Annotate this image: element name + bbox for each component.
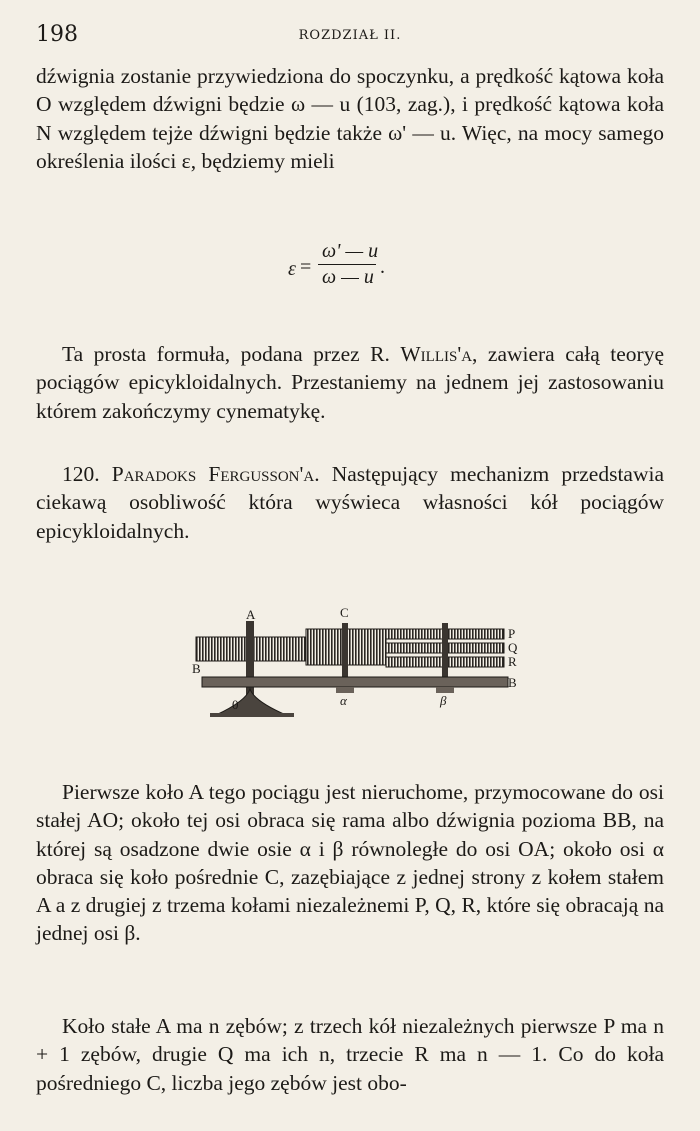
- figure-label-r: R: [508, 654, 517, 669]
- figure-label-q: Q: [508, 640, 518, 655]
- section-number: 120.: [62, 462, 100, 486]
- figure-label-o: 0: [232, 697, 239, 712]
- paragraph-4: [36, 1012, 664, 1097]
- gear-train-figure: [190, 605, 520, 730]
- paragraph-4-text: Koło stałe A ma n zębów; z trzech kół niezależnych pierwsze P ma n + 1 zębów, drugie Q ma ich n, trzecie R ma n — 1. Co do koła pośredniego C, liczba jego zębów jest obo-: [36, 1014, 664, 1095]
- figure-label-p: P: [508, 626, 516, 641]
- section-text: Następujący mechanizm przedstawia ciekawą osobliwość która wyświeca własności kół pociągów epicykloidalnych.: [36, 462, 665, 543]
- lever-bb: [202, 677, 508, 687]
- base-plate: [210, 713, 294, 717]
- formula-period: .: [380, 256, 385, 278]
- fraction-bar: [318, 264, 376, 265]
- paragraph-3-text: Pierwsze koło A tego pociągu jest nieruchome, przymocowane do osi stałej AO; około tej osi obraca się rama albo dźwignia pozioma BB, na której są osadzone dwie osie α i β równoległe do osi OA; około osi α obraca się koło pośrednie C, zazębiające z jednej strony z kołem stałem A a z drugiej z trzema kołami niezależnemi P, Q, R, które się obracają na jednej osi β.: [36, 780, 664, 946]
- figure-label-b-right: B: [508, 675, 517, 690]
- running-title: ROZDZIAŁ II.: [298, 28, 402, 43]
- page-header: [36, 22, 664, 52]
- base-support: [216, 689, 286, 715]
- formula-symbol: ε: [288, 258, 296, 280]
- paragraph-2-text-a: Ta prosta formuła, podana przez R.: [62, 342, 390, 366]
- figure-label-beta: β: [440, 693, 447, 708]
- paragraph-2: [36, 340, 664, 425]
- paragraph-3: [36, 778, 664, 948]
- page-number: 198: [36, 22, 78, 47]
- author-name: Willis'a: [400, 342, 473, 366]
- figure-label-a: A: [246, 607, 256, 622]
- figure-label-b-left: B: [192, 661, 201, 676]
- figure-label-alpha: α: [340, 693, 347, 708]
- figure-label-c: C: [340, 605, 349, 620]
- formula-numerator: ω' — u: [322, 240, 379, 262]
- section-120: [36, 460, 664, 545]
- formula-equals: =: [300, 256, 312, 278]
- formula-denominator: ω — u: [322, 266, 374, 288]
- paragraph-1: dźwignia zostanie przywiedziona do spoczynku, a prędkość kątowa koła O względem dźwigni będzie ω — u (103, zag.), i prędkość kątowa koła N względem tejże dźwigni będzie także ω' — u. Więc, na mocy samego określenia ilości ε, będziemy mieli: [36, 64, 664, 173]
- section-title: Paradoks Fergusson'a.: [111, 462, 320, 486]
- paragraph-2-text-b: , zawiera całą teoryę pociągów epicykloidalnych. Przestaniemy na jednem jej zastosowaniu którem zakończymy cynematykę.: [36, 342, 665, 423]
